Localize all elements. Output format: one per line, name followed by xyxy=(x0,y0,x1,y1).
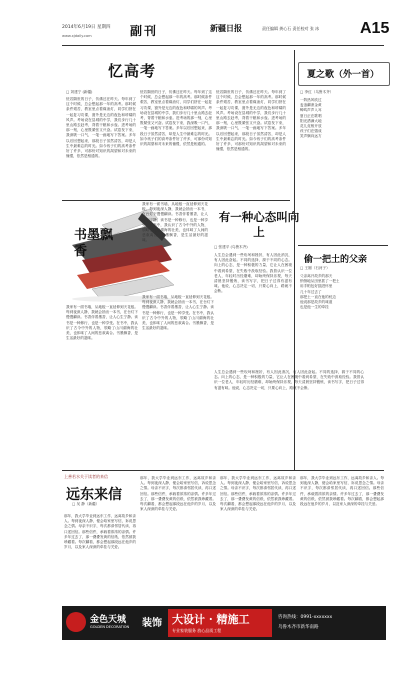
brand-logo xyxy=(66,612,86,632)
sidebar-title-summer: 夏之歌（外一首） xyxy=(307,70,380,80)
article-body-gaokao-col3: 恍若隔世的日子，仿佛还在昨天。每年到了这个时候，总会想起那一年的高考。那时候条件艰苦，教室里点着煤油灯，同学们挤在一起复习功课，窗外是无边的夜色和呼啸的风声。考场设在县城的中学，我们步行几十里山路去赶考，背着干粮和水壶。进考场的那一刻，心里既紧张又兴奋。试卷发下来，我深吸一口气，一笔一画地写下答案。多年以后回想起来，那段日子虽然清苦，却是人生中最难忘的时光。如今孩子们的高考条件好了许多，可那份对知识的渴望和对未来的憧憬，依然是相通的。 xyxy=(216,90,286,152)
sidebar-poem-summer xyxy=(300,98,388,140)
date-line: 2014年6月19日 星期四 xyxy=(62,25,111,30)
article-kicker: 上善若水关于读者的来信 xyxy=(64,474,108,479)
ad-slogan-sub: 专业家装服务 放心品质工程 xyxy=(172,628,222,633)
article-body-yuandong-col2: 那年，我大学毕业到远东工作，远离故乡和亲人。每到夜深人静，便会给家里写信，诉说思念之情。母亲不识字，每次都请邻居代读，再口述回信。那些信件，承载着浓浓的亲情。许多年过去了，那一叠叠发黄的信纸，依然被我珍藏着。每次翻看，都会想起那段远在他乡的岁月，以及家人深深的牵挂与关爱。 xyxy=(140,476,216,512)
poem-line: 用手帕包好揣进怀里 xyxy=(300,284,333,289)
article-title-gaokao: 忆高考 xyxy=(108,62,157,80)
poem-line: 夏日正在歌唱 xyxy=(300,113,322,118)
masthead xyxy=(62,22,392,52)
section-title: 副刊 xyxy=(130,24,159,38)
poem-line: 悄悄地从田里抓了一把土 xyxy=(300,279,340,284)
article-title-xiangshang: 有一种心态叫向上 xyxy=(218,210,300,239)
article-title-yuandong: 远东来信 xyxy=(66,487,122,503)
poem-line: 也是他一生的牵挂 xyxy=(300,305,329,310)
article-body-yuandong-col4: 那年，我大学毕业到远东工作，远离故乡和亲人。每到夜深人静，便会给家里写信，诉说思念之情。母亲不识字，每次都请邻居代读，再口述回信。那些信件，承载着浓浓的亲情。许多年过去了，那一叠叠发黄的信纸，依然被我珍藏着。每次翻看，都会想起那段远在他乡的岁月，以及家人深深的牵挂与关爱。 xyxy=(300,476,384,507)
ad-slogan: 大设计 · 精施工 xyxy=(172,613,250,626)
service-label: 装饰 xyxy=(142,618,162,629)
article-author-xiangshang: □ 张建平 (乌鲁木齐) xyxy=(214,245,248,249)
page-number: A15 xyxy=(360,20,390,37)
editor-line: 责任编辑 龚心石 责任校对 张 冰 xyxy=(262,26,320,31)
poem-line: 他说那是故乡的味道 xyxy=(300,300,333,305)
ad-phone: 咨询热线：0991-xxxxxxx xyxy=(278,615,333,620)
footer-ad xyxy=(62,606,386,640)
poem-line: 蝉鸣声声入耳 xyxy=(300,108,322,113)
article-body-shumo-col3: 我家有一面书墙，从地板一直延伸到天花板。每到夜深人静，我就会抽出一本书，在台灯下慢慢翻读。书香伴着墨香，让人心生宁静。读书是一种修行，也是一种享受。在书中，我认识了古今中外的人物，领略了山川湖海的壮美，也体味了人间的悲欢离合。书墨飘香，是生活最好的滋味。 xyxy=(142,202,208,243)
article-body-shumo-col1: 我家有一面书墙，从地板一直延伸到天花板。每到夜深人静，我就会抽出一本书，在台灯下慢慢翻读。书香伴着墨香，让人心生宁静。读书是一种修行，也是一种享受。在书中，我认识了古今中外的人物，领略了山川湖海的壮美，也体味了人间的悲欢离合。书墨飘香，是生活最好的滋味。 xyxy=(66,305,138,341)
poem-line: 阳光洒满大地 xyxy=(300,118,322,123)
sidebar-poem-father xyxy=(300,274,388,310)
poem-line: 花儿竞相开放 xyxy=(300,124,322,129)
sidebar-divider xyxy=(294,50,295,470)
article-body-yuandong-col1: 那年，我大学毕业到远东工作，远离故乡和亲人。每到夜深人静，便会给家里写信，诉说思念之情。母亲不识字，每次都请邻居代读，再口述回信。那些信件，承载着浓浓的亲情。许多年过去了，那一叠叠发黄的信纸，依然被我珍藏着。每次翻看，都会想起那段远在他乡的岁月，以及家人深深的牵挂与关爱。 xyxy=(64,514,136,550)
poem-line: 孩子们在嬉戏 xyxy=(300,129,322,134)
header-rule xyxy=(62,45,384,46)
url-line: www.xjdaily.com xyxy=(62,34,92,38)
sidebar-title-box xyxy=(298,62,390,86)
article-body-yuandong-col3: 那年，我大学毕业到远东工作，远离故乡和亲人。每到夜深人静，便会给家里写信，诉说思念之情。母亲不识字，每次都请邻居代读，再口述回信。那些信件，承载着浓浓的亲情。许多年过去了，那一叠叠发黄的信纸，依然被我珍藏着。每次翻看，都会想起那段远在他乡的岁月，以及家人深深的牵挂与关爱。 xyxy=(220,476,296,512)
brand-name-en: GOLDEN DECORATION xyxy=(90,625,130,629)
sidebar-author-summer: □ 李红（乌鲁木齐） xyxy=(300,90,334,94)
poem-line: 麦浪翻滚金黄 xyxy=(300,103,322,108)
sidebar-divider-2 xyxy=(298,245,388,246)
article-body-gaokao-col1: 恍若隔世的日子，仿佛还在昨天。每年到了这个时候，总会想起那一年的高考。那时候条件艰苦，教室里点着煤油灯，同学们挤在一起复习功课，窗外是无边的夜色和呼啸的风声。考场设在县城的中学，我们步行几十里山路去赶考，背着干粮和水壶。进考场的那一刻，心里既紧张又兴奋。试卷发下来，我深吸一口气，一笔一画地写下答案。多年以后回想起来，那段日子虽然清苦，却是人生中最难忘的时光。如今孩子们的高考条件好了许多，可那份对知识的渴望和对未来的憧憬，依然是相通的。 xyxy=(66,97,136,159)
kicker-box xyxy=(64,474,132,512)
article-author-yuandong: □ 吴 静（新疆） xyxy=(72,502,100,506)
article-body-shumo-col2: 我家有一面书墙，从地板一直延伸到天花板。每到夜深人静，我就会抽出一本书，在台灯下慢慢翻读。书香伴着墨香，让人心生宁静。读书是一种修行，也是一种享受。在书中，我认识了古今中外的人物，领略了山川湖海的壮美，也体味了人间的悲欢离合。书墨飘香，是生活最好的滋味。 xyxy=(142,295,214,331)
ad-address: 乌鲁木齐市新华南路 xyxy=(278,625,319,630)
article-body-gaokao-col2: 恍若隔世的日子，仿佛还在昨天。每年到了这个时候，总会想起那一年的高考。那时候条件艰苦，教室里点着煤油灯，同学们挤在一起复习功课，窗外是无边的夜色和呼啸的风声。考场设在县城的中学，我们步行几十里山路去赶考，背着干粮和水壶。进考场的那一刻，心里既紧张又兴奋。试卷发下来，我深吸一口气，一笔一画地写下答案。多年以后回想起来，那段日子虽然清苦，却是人生中最难忘的时光。如今孩子们的高考条件好了许多，可那份对知识的渴望和对未来的憧憬，依然是相通的。 xyxy=(140,90,212,147)
divider-1 xyxy=(62,200,290,201)
poem-line: 一阵热风吹过 xyxy=(300,98,322,102)
brand-name: 金色天城 xyxy=(90,615,127,625)
poem-line: 父亲离开故乡的那天 xyxy=(300,274,333,278)
poem-line: 笑声飘向远方 xyxy=(300,134,322,139)
poem-line: 那把土一直在他的枕边 xyxy=(300,294,336,299)
paper-logo: 新疆日报 xyxy=(210,23,242,33)
sidebar-author-father: □ 王刚（石河子） xyxy=(300,266,330,270)
section-rule xyxy=(62,470,384,471)
sidebar-title-father: 偷一把土的父亲 xyxy=(304,255,368,265)
ad-slogan-box xyxy=(168,609,272,637)
article-body-xiangshang-col1: 人生总会遇到一些坎坷和挫折，有人因此消沉，有人因此奋起。不同的选择，源于不同的心态。向上的心态，是一种积极的力量，它让人在困境中看到希望，在失败中汲取经验。我曾认识一位老人，年轻时历经磨难，却始终保持乐观，每天清晨坚持锻炼，读书写字，把日子过得有滋有味。他说，心态决定一切，只要心向上，路就不会断。 xyxy=(214,253,292,294)
article-body-xiangshang-wide: 人生总会遇到一些坎坷和挫折，有人因此消沉，有人因此奋起。不同的选择，源于不同的心态。向上的心态，是一种积极的力量，它让人在困境中看到希望，在失败中汲取经验。我曾认识一位老人，年轻时历经磨难，却始终保持乐观，每天清晨坚持锻炼，读书写字，把日子过得有滋有味。他说，心态决定一切，只要心向上，路就不会断。 xyxy=(214,370,364,390)
article-author-gaokao: □ 刘建宁 (新疆) xyxy=(66,90,93,94)
poem-line: 几十年过去了 xyxy=(300,289,322,294)
article-title-shumo: 书墨飘香 xyxy=(74,228,114,259)
